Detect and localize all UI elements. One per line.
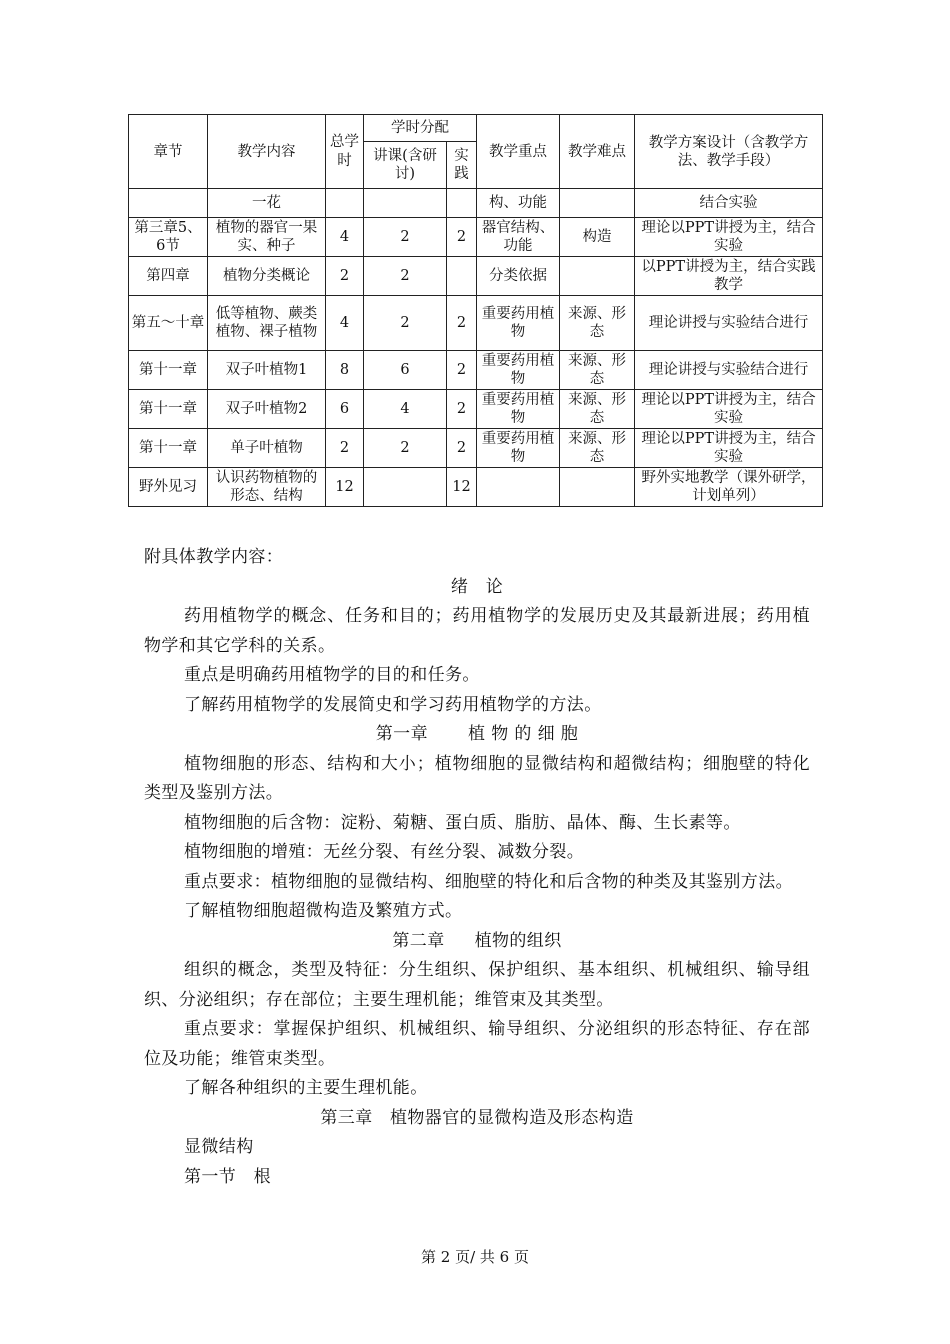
- cell-method: 野外实地教学（课外研学，计划单列）: [635, 468, 823, 507]
- teaching-plan-table: [128, 114, 823, 507]
- cell-lecture: [364, 189, 447, 218]
- cell-total: 6: [326, 390, 364, 429]
- cell-total: 4: [326, 296, 364, 351]
- cell-lecture: 2: [364, 218, 447, 257]
- chapter-2-heading: [144, 927, 810, 957]
- cell-method: 以PPT讲授为主，结合实践教学: [635, 257, 823, 296]
- cell-method: 理论以PPT讲授为主，结合实验: [635, 218, 823, 257]
- intro-label: 附具体教学内容：: [144, 547, 284, 567]
- cell-total: 2: [326, 429, 364, 468]
- paragraph: 了解植物细胞超微构造及繁殖方式。: [184, 901, 463, 921]
- cell-content: 双子叶植物2: [208, 390, 326, 429]
- cell-content: 认识药物植物的形态、结构: [208, 468, 326, 507]
- chapter-1-heading: [144, 720, 810, 750]
- paragraph: 了解各种组织的主要生理机能。: [184, 1078, 428, 1098]
- cell-key: 重要药用植物: [477, 351, 560, 390]
- chapter-3-heading: 第三章 植物器官的显微构造及形态构造: [320, 1107, 634, 1128]
- cell-chapter: 第十一章: [129, 429, 208, 468]
- table-row: [129, 468, 823, 507]
- cell-total: [326, 189, 364, 218]
- cell-method: 理论以PPT讲授为主，结合实验: [635, 429, 823, 468]
- cell-practice: 2: [447, 429, 477, 468]
- header-content: 教学内容: [208, 115, 326, 189]
- cell-difficulty: 构造: [560, 218, 635, 257]
- cell-difficulty: [560, 189, 635, 218]
- cell-lecture: 4: [364, 390, 447, 429]
- cell-practice: 2: [447, 351, 477, 390]
- header-key-points: 教学重点: [477, 115, 560, 189]
- cell-key: 重要药用植物: [477, 390, 560, 429]
- cell-practice: 2: [447, 390, 477, 429]
- paragraph: 植物细胞的增殖：无丝分裂、有丝分裂、减数分裂。: [184, 842, 585, 862]
- table-row: [129, 390, 823, 429]
- cell-lecture: 2: [364, 257, 447, 296]
- cell-practice: 2: [447, 296, 477, 351]
- cell-lecture: [364, 468, 447, 507]
- header-method: 教学方案设计（含教学方法、教学手段）: [635, 115, 823, 189]
- chapter-title: 植物的组织: [474, 930, 562, 951]
- cell-practice: 12: [447, 468, 477, 507]
- paragraph: 植物细胞的形态、结构和大小；植物细胞的显微结构和超微结构；细胞壁的特化类型及鉴别方法。: [144, 753, 810, 803]
- chapter-number: 第二章: [392, 930, 445, 951]
- cell-content: 植物分类概论: [208, 257, 326, 296]
- table-row: [129, 429, 823, 468]
- subheading: 第一节 根: [184, 1166, 271, 1187]
- teaching-content-section: [144, 543, 810, 1192]
- cell-key: 构、功能: [477, 189, 560, 218]
- cell-content: 单子叶植物: [208, 429, 326, 468]
- table-row: [129, 257, 823, 296]
- cell-difficulty: [560, 468, 635, 507]
- paragraph: 重点要求：植物细胞的显微结构、细胞壁的特化和后含物的种类及其鉴别方法。: [184, 871, 793, 892]
- cell-total: 12: [326, 468, 364, 507]
- chapter-title: 植 物 的 细 胞: [467, 724, 579, 744]
- cell-chapter: 第十一章: [129, 351, 208, 390]
- cell-content: 一花: [208, 189, 326, 218]
- cell-difficulty: 来源、形态: [560, 296, 635, 351]
- cell-content: 植物的器官一果实、种子: [208, 218, 326, 257]
- cell-chapter: 第四章: [129, 257, 208, 296]
- cell-method: 理论讲授与实验结合进行: [635, 296, 823, 351]
- cell-total: 4: [326, 218, 364, 257]
- cell-difficulty: 来源、形态: [560, 390, 635, 429]
- cell-chapter: 野外见习: [129, 468, 208, 507]
- cell-content: 双子叶植物1: [208, 351, 326, 390]
- cell-practice: [447, 257, 477, 296]
- table-row: [129, 351, 823, 390]
- header-lecture: 讲课(含研讨): [364, 142, 447, 189]
- cell-difficulty: [560, 257, 635, 296]
- subheading: 显微结构: [184, 1137, 254, 1157]
- cell-key: [477, 468, 560, 507]
- header-total-hours: 总学时: [326, 115, 364, 189]
- cell-lecture: 2: [364, 429, 447, 468]
- cell-total: 8: [326, 351, 364, 390]
- cell-practice: [447, 189, 477, 218]
- cell-lecture: 6: [364, 351, 447, 390]
- cell-key: 重要药用植物: [477, 296, 560, 351]
- cell-total: 2: [326, 257, 364, 296]
- header-chapter: 章节: [129, 115, 208, 189]
- cell-difficulty: 来源、形态: [560, 429, 635, 468]
- cell-method: 理论以PPT讲授为主，结合实验: [635, 390, 823, 429]
- cell-key: 分类依据: [477, 257, 560, 296]
- table-row: [129, 296, 823, 351]
- table-row: [129, 189, 823, 218]
- header-difficulties: 教学难点: [560, 115, 635, 189]
- cell-chapter: 第五～十章: [129, 296, 208, 351]
- cell-key: 重要药用植物: [477, 429, 560, 468]
- cell-chapter: [129, 189, 208, 218]
- cell-difficulty: 来源、形态: [560, 351, 635, 390]
- chapter-number: 第一章: [375, 724, 428, 744]
- intro-heading: 绪 论: [450, 576, 504, 597]
- page-footer: 第 2 页/ 共 6 页: [421, 1248, 529, 1266]
- paragraph: 组织的概念，类型及特征：分生组织、保护组织、基本组织、机械组织、输导组织、分泌组织；存在部位；主要生理机能；维管束及其类型。: [144, 960, 810, 1010]
- cell-method: 结合实验: [635, 189, 823, 218]
- paragraph: 重点要求：掌握保护组织、机械组织、输导组织、分泌组织的形态特征、存在部位及功能；维管束类型。: [144, 1019, 810, 1069]
- paragraph: 药用植物学的概念、任务和目的；药用植物学的发展历史及其最新进展；药用植物学和其它学科的关系。: [144, 606, 810, 656]
- cell-chapter: 第三章5、6节: [129, 218, 208, 257]
- table-row: [129, 218, 823, 257]
- cell-chapter: 第十一章: [129, 390, 208, 429]
- cell-practice: 2: [447, 218, 477, 257]
- paragraph: 了解药用植物学的发展简史和学习药用植物学的方法。: [184, 694, 602, 715]
- paragraph: 植物细胞的后含物：淀粉、菊糖、蛋白质、脂肪、晶体、酶、生长素等。: [184, 812, 741, 833]
- header-practice: 实践: [447, 142, 477, 189]
- paragraph: 重点是明确药用植物学的目的和任务。: [184, 665, 480, 685]
- cell-lecture: 2: [364, 296, 447, 351]
- header-hours-allocation: 学时分配: [364, 115, 477, 142]
- cell-key: 器官结构、功能: [477, 218, 560, 257]
- cell-content: 低等植物、蕨类植物、裸子植物: [208, 296, 326, 351]
- cell-method: 理论讲授与实验结合进行: [635, 351, 823, 390]
